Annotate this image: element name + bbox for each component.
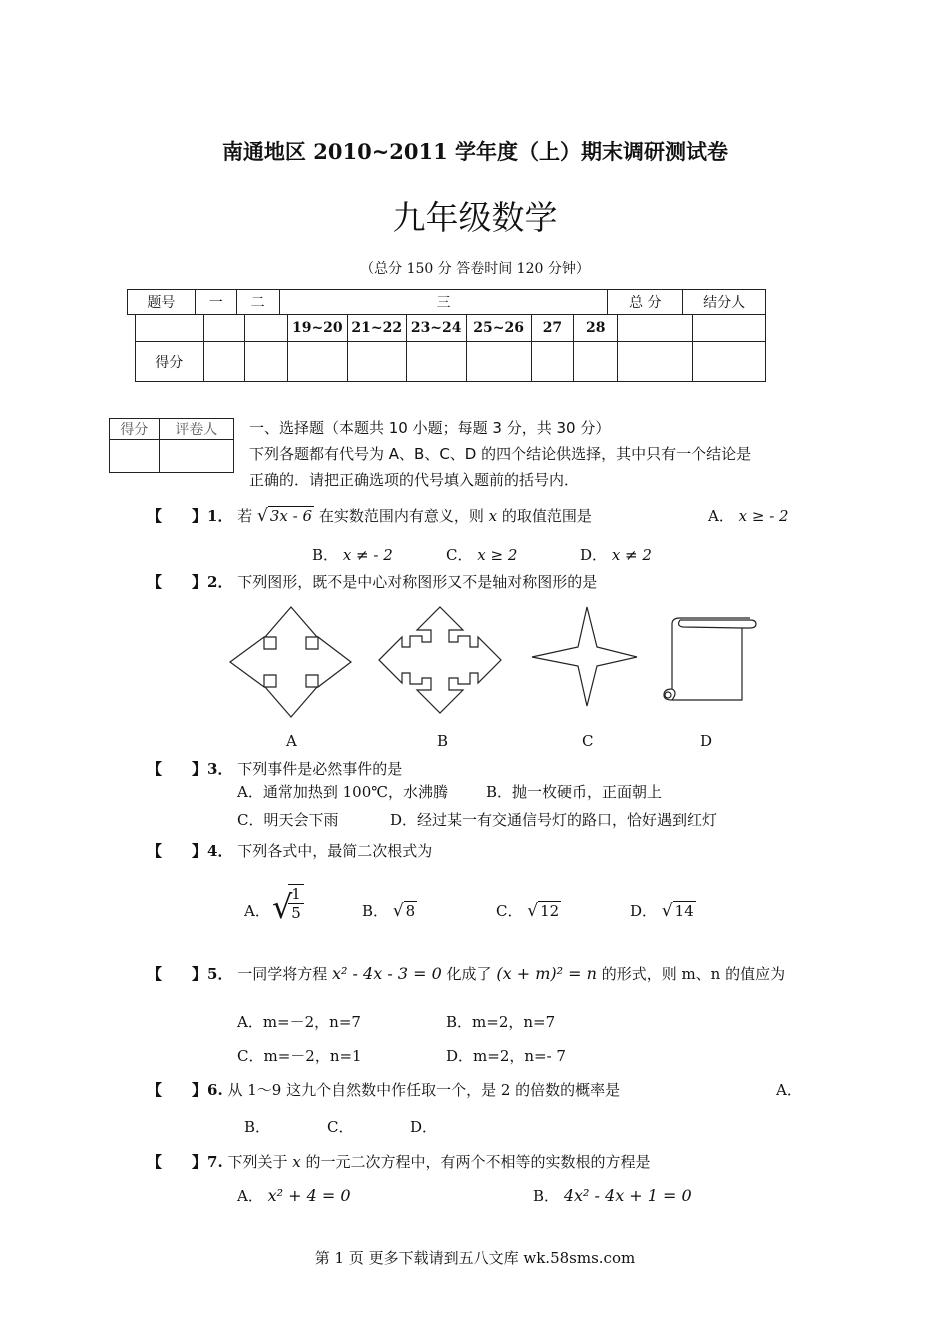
- q3-option-d[interactable]: D．经过某一有交通信号灯的路口，恰好遇到红灯: [390, 811, 718, 829]
- q5-option-b[interactable]: B．m=2，n=7: [446, 1013, 556, 1031]
- section1-instr2: 正确的．请把正确选项的代号填入题前的括号内．: [249, 471, 580, 489]
- answer-bracket[interactable]: 【 】: [147, 842, 208, 860]
- score-cell[interactable]: [574, 342, 618, 382]
- q7-option-a[interactable]: A． x² + 4 = 0: [237, 1186, 351, 1205]
- subcol: 27: [531, 315, 574, 342]
- subcol: 23~24: [406, 315, 466, 342]
- score-table-header: [127, 289, 766, 315]
- answer-bracket[interactable]: 【 】: [147, 760, 208, 778]
- cell-grader: 结分人: [683, 290, 766, 315]
- grader-score-cell[interactable]: [110, 440, 160, 473]
- q4-option-a[interactable]: A．: [244, 902, 270, 920]
- question-6: 【 】6. 从 1～9 这九个自然数中作任取一个，是 2 的倍数的概率是: [147, 1081, 621, 1099]
- score-cell[interactable]: [618, 342, 692, 382]
- q4-option-b[interactable]: B． √ 8: [362, 901, 416, 921]
- q4-option-d[interactable]: D． √ 14: [630, 901, 694, 921]
- q1-option-c[interactable]: C． x ≥ 2: [446, 546, 518, 564]
- q3-option-b[interactable]: B．抛一枚硬币，正面朝上: [486, 783, 663, 801]
- cell-total: 总 分: [608, 290, 683, 315]
- question-3: 【 】3． 下列事件是必然事件的是: [147, 760, 403, 778]
- subject-title: 九年级数学: [392, 198, 558, 237]
- question-1: 【 】1． 若 √ 3x - 6 在实数范围内有意义，则 x 的取值范围是: [147, 506, 592, 526]
- score-cell[interactable]: [347, 342, 406, 382]
- subcol: 28: [574, 315, 618, 342]
- question-4: 【 】4． 下列各式中，最简二次根式为: [147, 842, 433, 860]
- figure-c-star[interactable]: [532, 607, 637, 706]
- question-7: 【 】7. 下列关于 x 的一元二次方程中，有两个不相等的实数根的方程是: [147, 1153, 651, 1171]
- grader-name-cell[interactable]: [159, 440, 233, 473]
- q1-radicand: 3x - 6: [269, 507, 313, 525]
- q1-option-a[interactable]: A． x ≥ - 2: [708, 507, 789, 525]
- grader-box: [109, 418, 234, 473]
- score-cell[interactable]: [203, 342, 245, 382]
- page-footer: 第 1 页 更多下载请到五八文库 wk.58sms.com: [314, 1249, 636, 1267]
- answer-bracket[interactable]: 【 】: [147, 573, 208, 591]
- q4-a-numerator: 1: [291, 885, 301, 903]
- q5-option-d[interactable]: D．m=2，n=- 7: [446, 1047, 566, 1065]
- exam-title: 南通地区 2010~2011 学年度（上）期末调研测试卷: [221, 139, 729, 164]
- cell-tihao: 题号: [128, 290, 196, 315]
- question-5: 【 】5． 一同学将方程 x² - 4x - 3 = 0 化成了 (x + m)² = n 的形式，则 m、n 的值应为: [147, 964, 786, 983]
- q5-option-a[interactable]: A．m=－2，n=7: [237, 1013, 361, 1031]
- q6-option-a[interactable]: A．: [776, 1081, 802, 1099]
- figure-label-d: D: [700, 732, 713, 750]
- figure-label-b: B: [437, 732, 449, 750]
- score-label: 得分: [136, 342, 204, 382]
- figure-a-arrows[interactable]: [230, 607, 351, 717]
- figure-label-a: A: [286, 732, 297, 750]
- q3-option-c[interactable]: C．明天会下雨: [237, 811, 339, 829]
- cell-three: 三: [279, 290, 608, 315]
- section1-heading: 一、选择题（本题共 10 小题；每题 3 分，共 30 分）: [249, 419, 611, 437]
- grader-label: 评卷人: [159, 419, 233, 440]
- q6-option-b[interactable]: B．: [244, 1118, 271, 1136]
- subcol: 21~22: [347, 315, 406, 342]
- q3-option-a[interactable]: A．通常加热到 100℃，水沸腾: [237, 783, 449, 801]
- score-table-body: [135, 314, 766, 382]
- answer-bracket[interactable]: 【 】: [147, 1081, 208, 1099]
- answer-bracket[interactable]: 【 】: [147, 965, 208, 983]
- q4-option-c[interactable]: C． √ 12: [496, 901, 560, 921]
- score-cell[interactable]: [692, 342, 765, 382]
- q7-option-b[interactable]: B． 4x² - 4x + 1 = 0: [533, 1186, 692, 1205]
- question-2: 【 】2． 下列图形，既不是中心对称图形又不是轴对称图形的是: [147, 573, 598, 591]
- q4-a-denominator: 5: [288, 903, 304, 922]
- cell-one: 一: [195, 290, 236, 315]
- q5-option-c[interactable]: C．m=－2，n=1: [237, 1047, 362, 1065]
- answer-bracket[interactable]: 【 】: [147, 507, 208, 525]
- q1-option-b[interactable]: B． x ≠ - 2: [312, 546, 393, 564]
- q1-option-d[interactable]: D． x ≠ 2: [580, 546, 652, 564]
- score-cell[interactable]: [531, 342, 574, 382]
- grader-score-label: 得分: [110, 419, 160, 440]
- score-cell[interactable]: [406, 342, 466, 382]
- subcol: 19~20: [287, 315, 347, 342]
- figure-d-scroll[interactable]: [664, 618, 756, 700]
- q5-equation-1: x² - 4x - 3 = 0: [332, 964, 442, 983]
- q6-option-d[interactable]: D．: [410, 1118, 438, 1136]
- q2-figures: [0, 600, 950, 730]
- cell-two: 二: [236, 290, 279, 315]
- score-cell[interactable]: [466, 342, 531, 382]
- figure-b-cross[interactable]: [379, 607, 501, 713]
- exam-info: （总分 150 分 答卷时间 120 分钟）: [360, 261, 590, 277]
- q6-option-c[interactable]: C．: [327, 1118, 354, 1136]
- q5-equation-2: (x + m)² = n: [496, 964, 597, 983]
- score-cell[interactable]: [245, 342, 288, 382]
- subcol: 25~26: [466, 315, 531, 342]
- figure-label-c: C: [582, 732, 594, 750]
- section1-instr1: 下列各题都有代号为 A、B、C、D 的四个结论供选择，其中只有一个结论是: [249, 445, 752, 463]
- score-cell[interactable]: [287, 342, 347, 382]
- answer-bracket[interactable]: 【 】: [147, 1153, 208, 1171]
